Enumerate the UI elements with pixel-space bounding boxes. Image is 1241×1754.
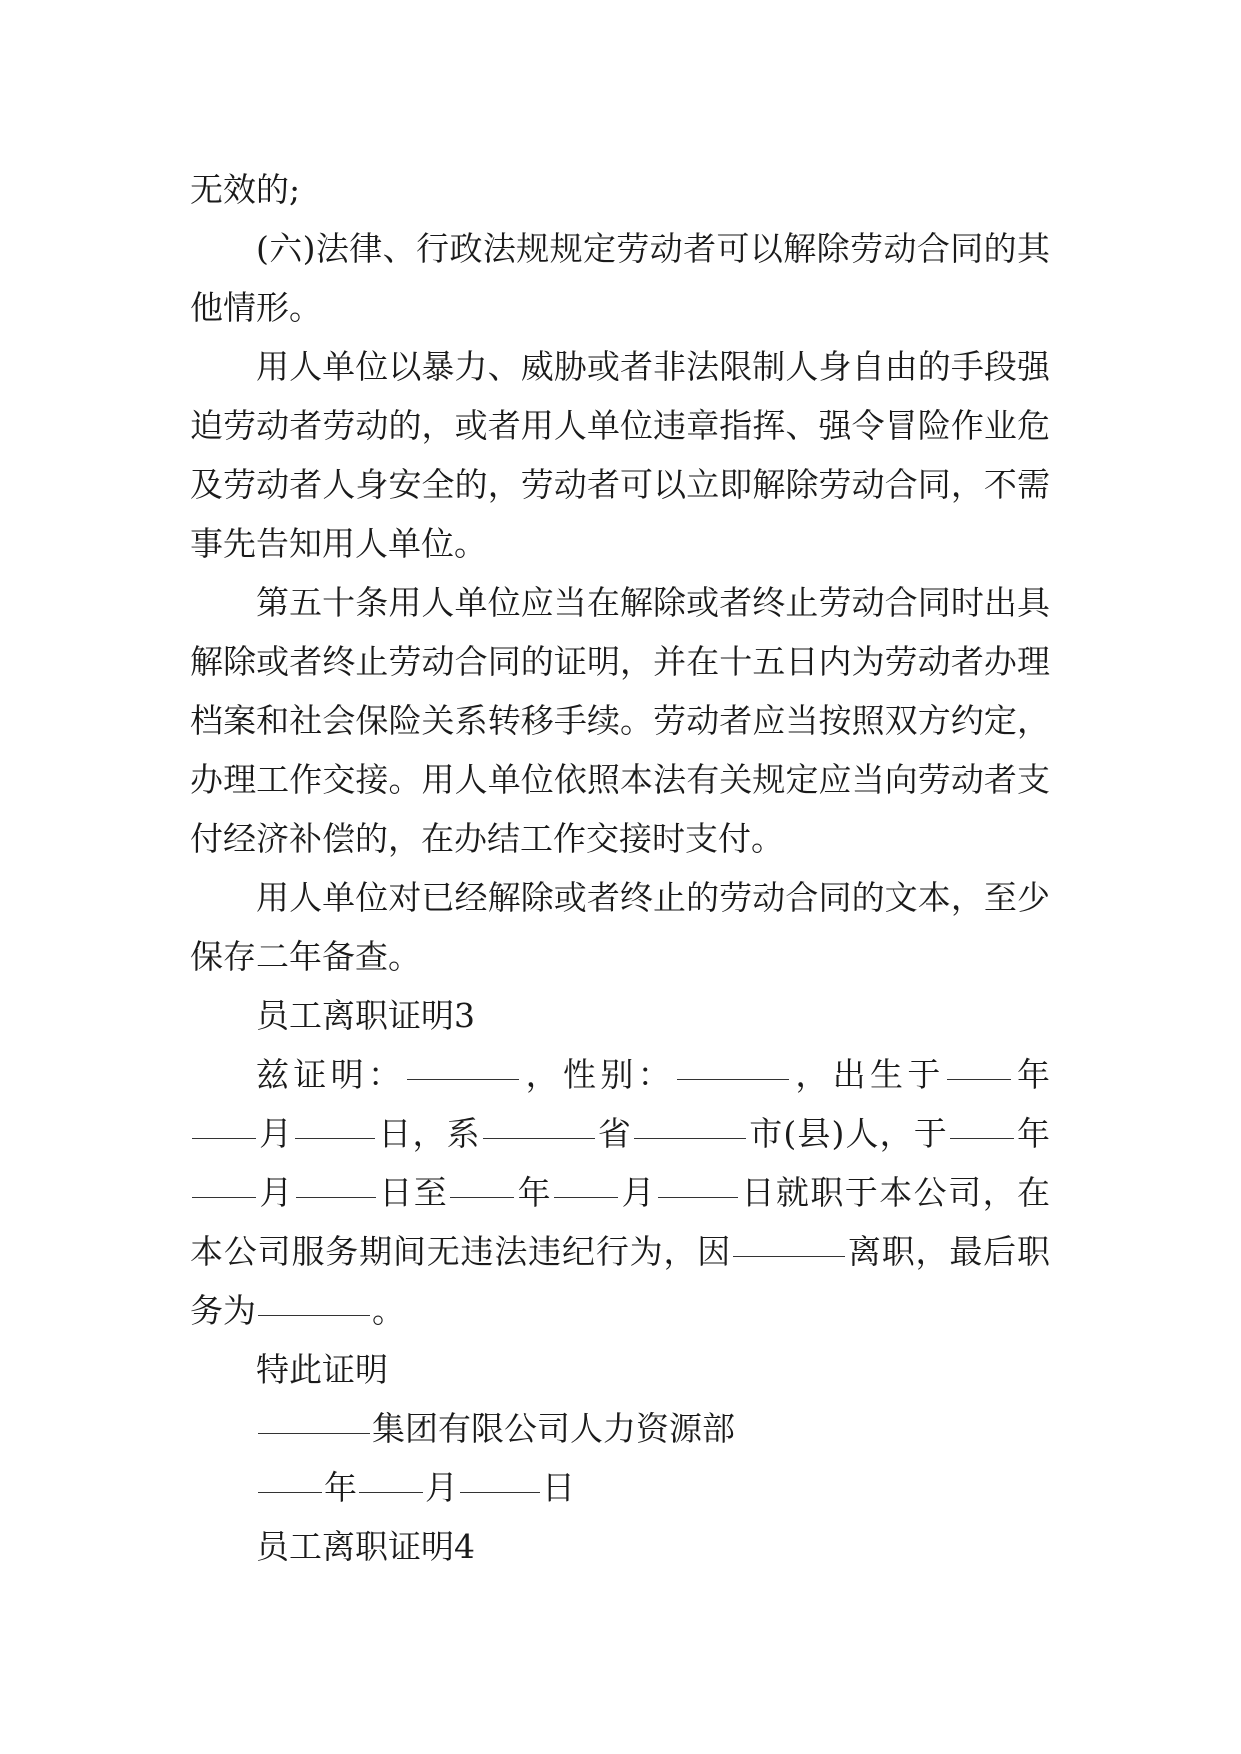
company-suffix: 集团有限公司人力资源部 [372, 1409, 735, 1448]
start-day-blank [296, 1196, 376, 1198]
start-month-blank [192, 1196, 256, 1198]
cert-text: 年 [1012, 1055, 1051, 1094]
name-blank [407, 1078, 519, 1080]
birth-day-blank [295, 1137, 375, 1139]
cert-text: 月 [620, 1173, 657, 1212]
company-name-blank [258, 1432, 370, 1434]
paragraph-record-keeping: 用人单位对已经解除或者终止的劳动合同的文本，至少保存二年备查。 [190, 878, 1050, 976]
cert-text: 月 [258, 1114, 294, 1153]
document-body [190, 160, 1050, 1576]
end-day-blank [658, 1196, 738, 1198]
birth-month-blank [192, 1137, 256, 1139]
certificate-body [190, 1045, 1050, 1340]
sign-month-blank [359, 1491, 423, 1493]
gender-blank [677, 1078, 789, 1080]
date-day: 日 [542, 1468, 575, 1507]
sign-day-blank [460, 1491, 540, 1493]
date-year: 年 [324, 1468, 357, 1507]
date-month: 月 [425, 1468, 458, 1507]
reason-blank [733, 1255, 845, 1257]
cert-text: 市(县)人，于 [748, 1114, 948, 1153]
cert-text: 离职，最后职务为 [190, 1232, 1051, 1330]
paragraph-article-fifty: 第五十条用人单位应当在解除或者终止劳动合同时出具解除或者终止劳动合同的证明，并在十五日内为劳动者办理档案和社会保险关系转移手续。劳动者应当按照双方约定，办理工作交接。用人单位依照本法有关规定应当向劳动者支付经济补偿的，在办结工作交接时支付。 [190, 583, 1050, 858]
cert-text: 日就职于本公司，在本公司服务期间无违法违纪行为，因 [190, 1173, 1051, 1271]
position-blank [258, 1314, 370, 1316]
cert-text: 月 [258, 1173, 294, 1212]
heading-certificate-4: 员工离职证明4 [256, 1527, 475, 1566]
end-year-blank [450, 1196, 514, 1198]
cert-text: 省 [596, 1114, 633, 1153]
cert-text: 日至 [377, 1173, 449, 1212]
company-signature [190, 1399, 1050, 1458]
start-year-blank [950, 1137, 1014, 1139]
cert-text: 年 [516, 1173, 553, 1212]
province-blank [483, 1137, 595, 1139]
birth-year-blank [947, 1078, 1011, 1080]
cert-text: 。 [372, 1291, 405, 1330]
cert-text: ，性别： [521, 1055, 676, 1094]
cert-text: 兹证明： [256, 1055, 406, 1094]
special-certification: 特此证明 [256, 1350, 388, 1389]
end-month-blank [554, 1196, 618, 1198]
cert-text: 日，系 [377, 1114, 481, 1153]
cert-text: 年 [1015, 1114, 1051, 1153]
paragraph-item-six: (六)法律、行政法规规定劳动者可以解除劳动合同的其他情形。 [190, 229, 1050, 327]
paragraph-invalid: 无效的; [190, 170, 301, 209]
paragraph-immediate-termination: 用人单位以暴力、威胁或者非法限制人身自由的手段强迫劳动者劳动的，或者用人单位违章指挥、强令冒险作业危及劳动者人身安全的，劳动者可以立即解除劳动合同，不需事先告知用人单位。 [190, 347, 1050, 563]
sign-year-blank [258, 1491, 322, 1493]
signature-date [190, 1458, 1050, 1517]
city-blank [634, 1137, 746, 1139]
heading-certificate-3: 员工离职证明3 [256, 996, 475, 1035]
cert-text: ，出生于 [791, 1055, 945, 1094]
